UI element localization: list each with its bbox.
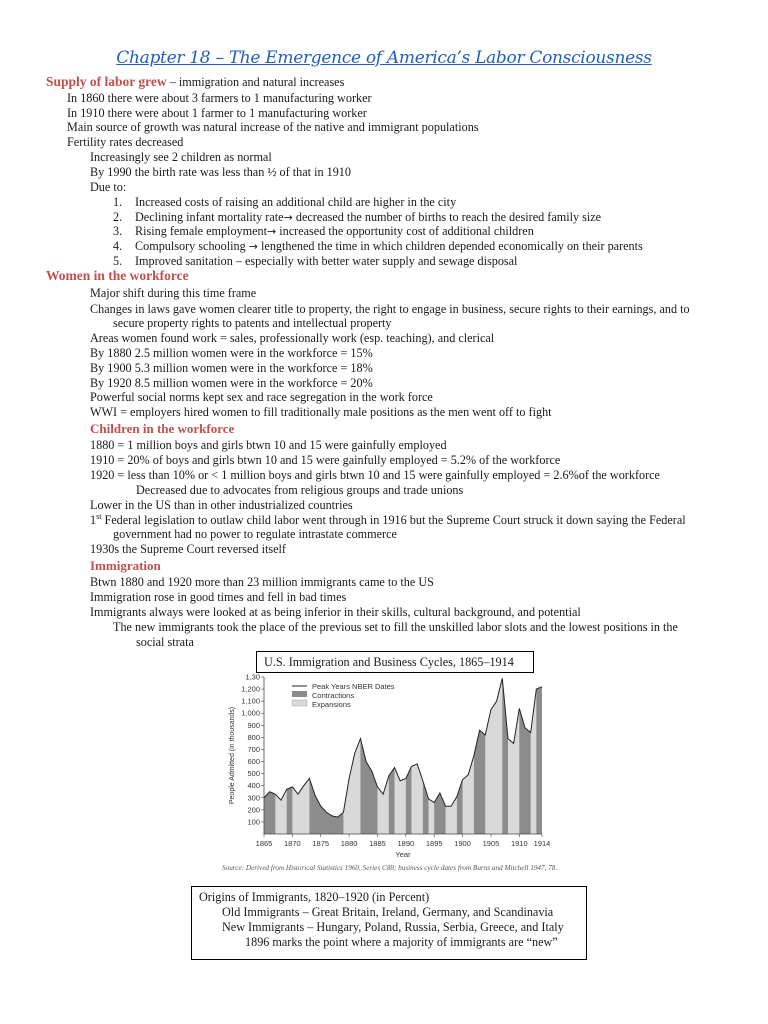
- y-tick-label: 900: [247, 720, 260, 730]
- women-line: secure property rights to patents and intellectual property: [113, 316, 392, 330]
- reason-number: 3.: [113, 224, 123, 238]
- x-tick-label: 1914: [533, 839, 551, 848]
- chart-title: U.S. Immigration and Business Cycles, 1865–1914: [256, 651, 534, 673]
- page-title: Chapter 18 – The Emergence of America’s Labor Consciousness: [116, 48, 652, 68]
- legend-label: Expansions: [312, 700, 351, 709]
- legend-swatch-contractions: [292, 691, 307, 697]
- x-tick-label: 1865: [255, 839, 273, 848]
- origins-title: Origins of Immigrants, 1820–1920 (in Percent): [199, 890, 430, 904]
- women-line: By 1900 5.3 million women were in the workforce = 18%: [90, 361, 373, 375]
- women-line: Powerful social norms kept sex and race segregation in the work force: [90, 390, 433, 404]
- immigration-heading: Immigration: [90, 558, 161, 573]
- origins-new: New Immigrants – Hungary, Poland, Russia, Serbia, Greece, and Italy: [222, 920, 564, 934]
- reason-text: Rising female employment→ increased the opportunity cost of additional children: [135, 224, 534, 238]
- y-tick-label: 300: [247, 793, 260, 803]
- children-line: Decreased due to advocates from religious groups and trade unions: [136, 483, 464, 497]
- legend-swatch-expansions: [292, 700, 307, 706]
- reason-number: 4.: [113, 239, 123, 253]
- supply-line: Increasingly see 2 children as normal: [90, 150, 272, 164]
- supply-line: By 1990 the birth rate was less than ½ of that in 1910: [90, 165, 351, 179]
- children-line: 1910 = 20% of boys and girls btwn 10 and 15 were gainfully employed = 5.2% of the workforce: [90, 453, 561, 467]
- y-tick-label: 800: [247, 732, 260, 742]
- right-arrow-icon: →: [267, 225, 277, 238]
- immigration-line: Btwn 1880 and 1920 more than 23 million immigrants came to the US: [90, 575, 434, 589]
- reason-number: 2.: [113, 210, 123, 224]
- supply-line: Due to:: [90, 180, 127, 194]
- y-tick-label: 1,200: [241, 684, 260, 694]
- reason-text: Increased costs of raising an additional child are higher in the city: [135, 195, 457, 209]
- x-tick-label: 1875: [312, 839, 330, 848]
- children-line: 1930s the Supreme Court reversed itself: [90, 542, 286, 556]
- supply-line: In 1860 there were about 3 farmers to 1 manufacturing worker: [67, 91, 372, 105]
- y-tick-label: 700: [247, 744, 260, 754]
- children-line: 1920 = less than 10% or < 1 million boys and girls btwn 10 and 15 were gainfully employed = 2.6%of the workforce: [90, 468, 660, 482]
- reason-item: [113, 195, 457, 209]
- reason-text: Compulsory schooling → lengthened the time in which children depended economically on their parents: [135, 239, 643, 253]
- contraction-area: [309, 778, 343, 834]
- y-tick-label: 100: [247, 817, 260, 827]
- children-line: 1st Federal legislation to outlaw child labor went through in 1916 but the Supreme Court struck it down saying the Federal: [90, 511, 686, 527]
- children-line: government had no power to regulate intrastate commerce: [113, 527, 397, 541]
- y-tick-label: 400: [247, 781, 260, 791]
- supply-heading: Supply of labor grew: [46, 74, 167, 89]
- women-line: By 1880 2.5 million women were in the workforce = 15%: [90, 346, 373, 360]
- legend-label: Contractions: [312, 691, 355, 700]
- chart-source: Source: Derived from Historical Statistics 1960, Series C88; business cycle dates from Burns and Mitchell 1947, 78.: [222, 864, 558, 872]
- x-tick-label: 1910: [510, 839, 528, 848]
- right-arrow-icon: →: [283, 211, 293, 224]
- x-tick-label: 1900: [454, 839, 471, 848]
- reason-text: Declining infant mortality rate→ decreased the number of births to reach the desired family size: [135, 210, 602, 224]
- x-tick-label: 1895: [425, 839, 443, 848]
- y-tick-label: 1,000: [241, 708, 260, 718]
- women-line: Areas women found work = sales, professionally work (esp. teaching), and clerical: [90, 331, 495, 345]
- reason-item: [113, 210, 602, 224]
- y-tick-label: 200: [247, 805, 260, 815]
- legend-label: Peak Years NBER Dates: [312, 682, 395, 691]
- x-tick-label: 1890: [397, 839, 415, 848]
- contraction-area: [287, 787, 293, 834]
- supply-heading-line: [46, 75, 344, 89]
- women-heading: Women in the workforce: [46, 268, 189, 283]
- supply-heading-rest: – immigration and natural increases: [166, 75, 345, 89]
- y-axis-label: People Admitted (in thousands): [229, 706, 236, 805]
- y-tick-label: 1,100: [241, 696, 260, 706]
- right-arrow-icon: →: [248, 240, 258, 253]
- y-tick-label: 500: [247, 769, 260, 779]
- contraction-area: [360, 739, 377, 834]
- x-tick-label: 1880: [340, 839, 358, 848]
- supply-line: In 1910 there were about 1 farmer to 1 manufacturing worker: [67, 106, 367, 120]
- children-line: 1880 = 1 million boys and girls btwn 10 and 15 were gainfully employed: [90, 438, 447, 452]
- reason-number: 1.: [113, 195, 123, 209]
- immigration-line: Immigration rose in good times and fell in bad times: [90, 590, 347, 604]
- y-tick-label: 600: [247, 757, 260, 767]
- women-line: Changes in laws gave women clearer title to property, the right to engage in business, secure rights to their earnings, and to: [90, 302, 690, 316]
- supply-line: Main source of growth was natural increase of the native and immigrant populations: [67, 120, 479, 134]
- reason-number: 5.: [113, 254, 123, 268]
- women-line: By 1920 8.5 million women were in the workforce = 20%: [90, 376, 373, 390]
- contraction-area: [502, 678, 508, 834]
- women-line: Major shift during this time frame: [90, 286, 257, 300]
- y-tick-label: 1,30: [245, 672, 260, 682]
- supply-line: Fertility rates decreased: [67, 135, 184, 149]
- contraction-area: [389, 768, 395, 834]
- immigration-line: social strata: [136, 635, 194, 649]
- women-line: WWI = employers hired women to fill traditionally male positions as the men went off to fight: [90, 405, 552, 419]
- immigration-line: Immigrants always were looked at as being inferior in their skills, cultural background, and potential: [90, 605, 581, 619]
- x-tick-label: 1885: [369, 839, 386, 848]
- children-heading: Children in the workforce: [90, 421, 235, 436]
- origins-box: [191, 886, 587, 960]
- reason-text: Improved sanitation – especially with better water supply and sewage disposal: [135, 254, 518, 268]
- origins-note: 1896 marks the point where a majority of immigrants are “new”: [245, 935, 558, 949]
- immigration-line: The new immigrants took the place of the previous set to fill the unskilled labor slots and the lowest positions in the: [113, 620, 678, 634]
- children-line: Lower in the US than in other industrialized countries: [90, 498, 353, 512]
- reason-item: [113, 224, 534, 238]
- contraction-area: [536, 687, 542, 834]
- x-tick-label: 1905: [482, 839, 500, 848]
- x-axis-label: Year: [395, 850, 411, 859]
- origins-old: Old Immigrants – Great Britain, Ireland, Germany, and Scandinavia: [222, 905, 554, 919]
- immigration-chart: [222, 672, 552, 864]
- contraction-area: [264, 792, 275, 834]
- x-tick-label: 1870: [284, 839, 301, 848]
- reason-item: [113, 239, 643, 253]
- reason-item: [113, 254, 518, 268]
